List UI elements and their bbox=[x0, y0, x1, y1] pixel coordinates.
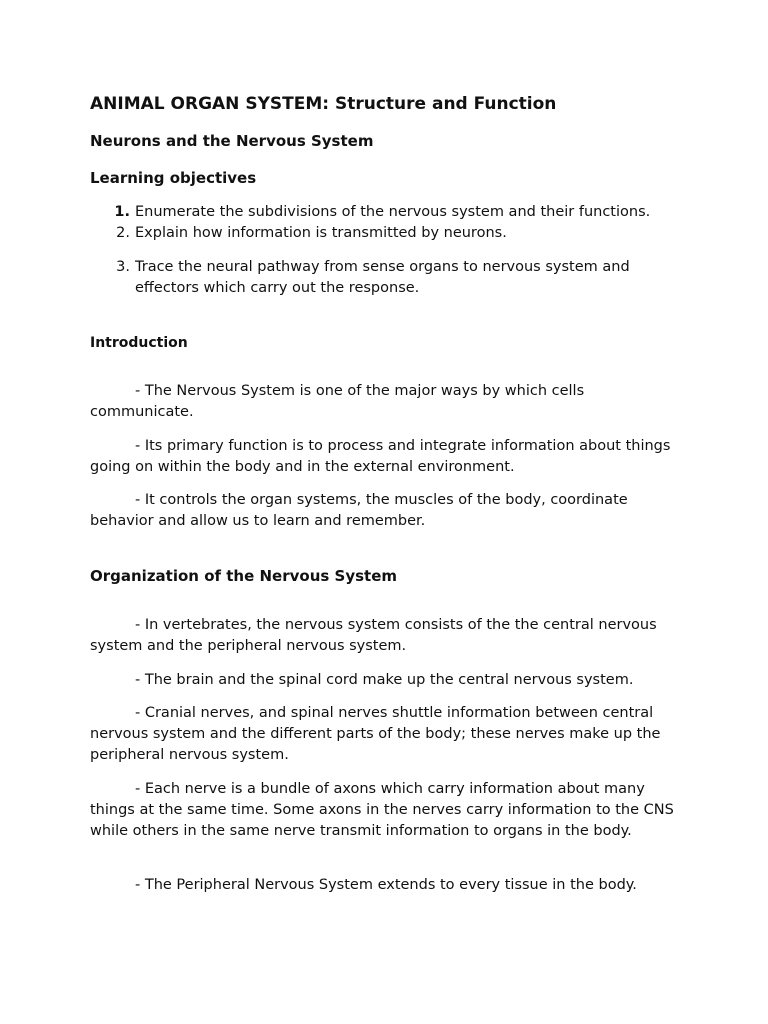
objective-text: Trace the neural pathway from sense organs to nervous system and effectors which carry out the response. bbox=[135, 259, 630, 296]
objective-number: 3. bbox=[116, 259, 130, 275]
paragraph-text: - The Nervous System is one of the major ways by which cells communicate. bbox=[90, 383, 584, 420]
introduction-paragraph bbox=[90, 490, 690, 532]
introduction-paragraph bbox=[90, 381, 690, 423]
objective-text: Enumerate the subdivisions of the nervous system and their functions. bbox=[135, 204, 651, 220]
organization-paragraph bbox=[90, 615, 690, 657]
objectives-heading: Learning objectives bbox=[90, 169, 257, 187]
paragraph-text: - The brain and the spinal cord make up the central nervous system. bbox=[135, 672, 633, 688]
organization-paragraph bbox=[90, 703, 690, 766]
paragraph-text: - In vertebrates, the nervous system consists of the the central nervous system and the peripheral nervous system. bbox=[90, 617, 657, 654]
document-title: ANIMAL ORGAN SYSTEM: Structure and Function bbox=[90, 94, 557, 114]
objective-number: 1. bbox=[114, 204, 130, 220]
organization-paragraph bbox=[90, 875, 690, 896]
introduction-paragraph bbox=[90, 436, 690, 478]
organization-paragraph bbox=[90, 779, 690, 842]
introduction-heading: Introduction bbox=[90, 335, 188, 351]
paragraph-text: - Each nerve is a bundle of axons which carry information about many things at the same time. Some axons in the nerves carry information to the CNS while others in the same nerve transmit information to organs in the body. bbox=[90, 781, 674, 839]
paragraph-text: - It controls the organ systems, the muscles of the body, coordinate behavior and allow us to learn and remember. bbox=[90, 492, 628, 529]
objective-number: 2. bbox=[116, 225, 130, 241]
paragraph-text: - Cranial nerves, and spinal nerves shuttle information between central nervous system and the different parts of the body; these nerves make up the peripheral nervous system. bbox=[90, 705, 660, 763]
document-subtitle: Neurons and the Nervous System bbox=[90, 132, 374, 150]
organization-paragraph bbox=[90, 670, 690, 691]
paragraph-text: - The Peripheral Nervous System extends to every tissue in the body. bbox=[135, 877, 637, 893]
objective-text: Explain how information is transmitted by neurons. bbox=[135, 225, 507, 241]
organization-heading: Organization of the Nervous System bbox=[90, 567, 398, 585]
paragraph-text: - Its primary function is to process and integrate information about things going on within the body and in the external environment. bbox=[90, 438, 670, 475]
